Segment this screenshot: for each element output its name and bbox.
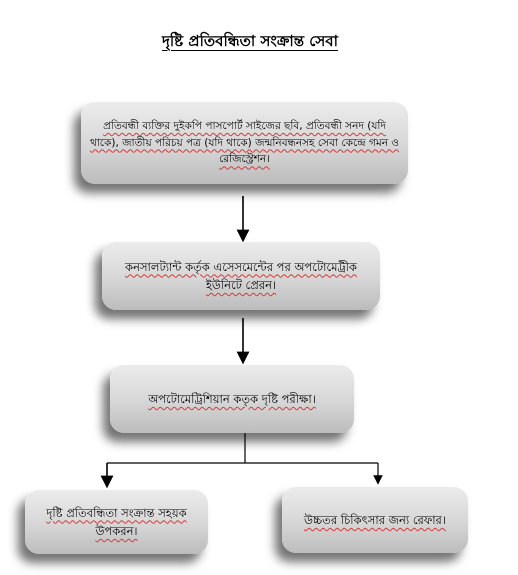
- step-assistive-devices-text: দৃষ্টি প্রতিবন্ধিতা সংক্রান্ত সহয়ক উপকরন।: [46, 505, 187, 538]
- step-registration-box: [81, 102, 408, 184]
- step-vision-test-text: অপটোমেট্রিশিয়ান কতৃক দৃষ্টি পরীক্ষা।: [148, 391, 316, 406]
- step-vision-test-box: [110, 365, 354, 433]
- step-consultant-assessment-text: কনসালট্যান্ট কর্তৃক এসেসমেন্টের পর অপটোমেট্রীক ইউনিটে প্রেরন।: [125, 259, 357, 292]
- step-assistive-devices-box: [25, 490, 208, 554]
- step-referral-text: উচ্চতর চিকিৎসার জন্য রেফার।: [304, 512, 446, 527]
- step-registration-text: প্রতিবন্ধী ব্যক্তির দুইকপি পাসপোর্ট সাইজের ছবি, প্রতিবন্ধী সনদ (যদি থাকে), জাতীয় পরিচয় পত্র (যদি থাকে) জন্মনিবন্ধনসহ সেবা কেন্দ্রে গমন ও রেজিস্ট্রেশন।: [89, 119, 400, 166]
- step-referral-box: [282, 487, 468, 553]
- step-consultant-assessment-box: [102, 242, 380, 310]
- diagram-title: দৃষ্টি প্রতিবন্ধিতা সংক্রান্ত সেবা: [162, 32, 338, 50]
